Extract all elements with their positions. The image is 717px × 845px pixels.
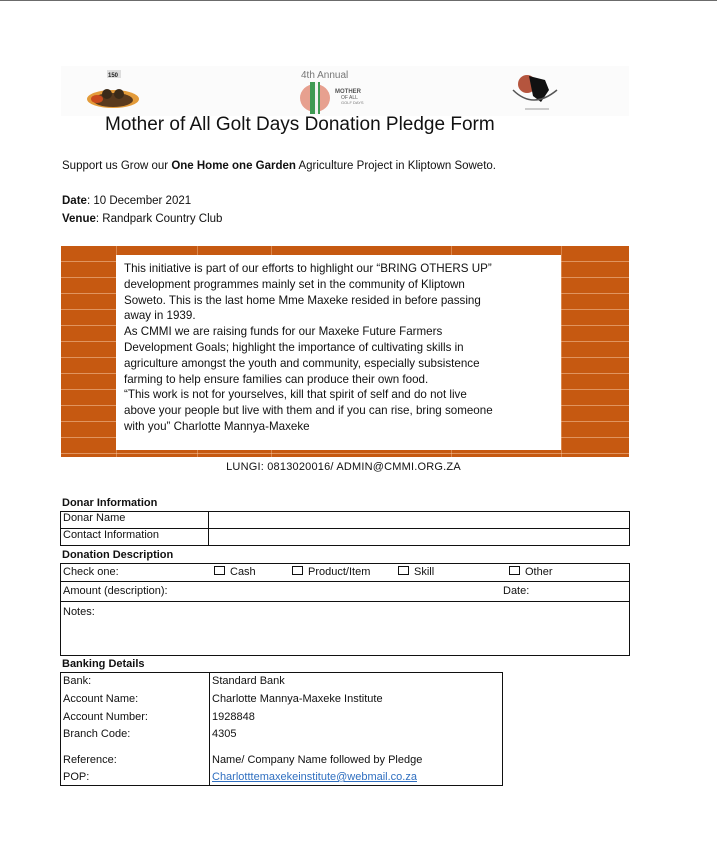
account-name-label: Account Name: <box>63 693 139 705</box>
logo-caption: 4th Annual <box>301 70 349 81</box>
pop-email-link[interactable]: Charlotttemaxekeinstitute@webmail.co.za <box>212 771 417 783</box>
mother-of-all-golf-days-logo <box>297 66 377 116</box>
initiative-banner <box>61 246 629 457</box>
donor-name-field[interactable] <box>209 512 630 529</box>
event-date <box>62 195 191 207</box>
logo-banner <box>61 66 629 116</box>
donor-section-label: Donar Information <box>62 497 158 509</box>
quote-line: Development Goals; highlight the importance of cultivating skills in <box>124 340 464 354</box>
contact-info-label: Contact Information <box>61 529 209 546</box>
checkbox-product[interactable] <box>292 566 303 575</box>
branch-code-value: 4305 <box>212 728 237 740</box>
quote-line: farming to help ensure families can produce their own food. <box>124 372 429 386</box>
intro-bold: One Home one Garden <box>171 160 296 172</box>
date-value: : 10 December 2021 <box>86 195 192 207</box>
option-cash[interactable] <box>214 566 256 578</box>
cmmi-logo <box>505 66 565 116</box>
checkbox-cash[interactable] <box>214 566 225 575</box>
banking-section-label: Banking Details <box>62 658 145 670</box>
option-product-label: Product/Item <box>308 566 371 578</box>
quote-line: Soweto. This is the last home Mme Maxeke resided in before passing <box>124 293 481 307</box>
contact-info <box>0 461 717 473</box>
donation-section-label: Donation Description <box>62 549 174 561</box>
checkbox-other[interactable] <box>509 566 520 575</box>
svg-text:GOLF DAYS: GOLF DAYS <box>341 100 364 105</box>
intro-prefix: Support us Grow our <box>62 160 172 172</box>
table-row <box>61 512 630 529</box>
amount-row[interactable] <box>60 581 630 602</box>
reference-label: Reference: <box>63 754 117 766</box>
quote-line: development programmes mainly set in the community of Kliptown <box>124 277 465 291</box>
quote-line: “This work is not for yourselves, kill that spirit of self and do not live <box>124 388 467 402</box>
table-row <box>61 529 630 546</box>
svg-text:OF ALL: OF ALL <box>341 95 358 101</box>
date-field-label: Date: <box>503 585 530 597</box>
page-top-border <box>0 0 717 1</box>
venue-label: Venue <box>62 213 96 225</box>
date-label: Date <box>62 195 87 207</box>
account-name-value: Charlotte Mannya-Maxeke Institute <box>212 693 383 705</box>
donation-type-row <box>60 563 630 582</box>
option-other[interactable] <box>509 566 553 578</box>
branch-code-label: Branch Code: <box>63 728 131 740</box>
account-number-label: Account Number: <box>63 711 148 723</box>
bank-label: Bank: <box>63 675 92 687</box>
quote-line: away in 1939. <box>124 309 196 323</box>
option-skill[interactable] <box>398 566 434 578</box>
check-one-label: Check one: <box>63 566 119 578</box>
option-cash-label: Cash <box>230 566 256 578</box>
contact-info-field[interactable] <box>209 529 630 546</box>
venue-value: : Randpark Country Club <box>95 213 223 225</box>
quote-line: with you” Charlotte Mannya-Maxeke <box>124 419 310 433</box>
initiative-text-box <box>116 255 561 450</box>
150-years-logo <box>83 66 143 116</box>
event-venue <box>62 213 222 225</box>
grid-line <box>561 246 562 457</box>
donor-name-label: Donar Name <box>61 512 209 529</box>
quote-line: above your people but live with them and if you can rise, bring someone <box>124 404 493 418</box>
intro-suffix: Agriculture Project in Kliptown Soweto. <box>295 160 496 172</box>
reference-value: Name/ Company Name followed by Pledge <box>212 754 423 766</box>
pop-label: POP: <box>63 771 90 783</box>
intro-text <box>62 160 496 172</box>
svg-text:150: 150 <box>108 73 119 79</box>
amount-label: Amount (description): <box>63 585 168 597</box>
quote-line: This initiative is part of our efforts to highlight our “BRING OTHERS UP” <box>124 262 492 275</box>
option-other-label: Other <box>525 566 553 578</box>
option-product[interactable] <box>292 566 370 578</box>
option-skill-label: Skill <box>414 566 435 578</box>
svg-text:MOTHER: MOTHER <box>335 89 361 95</box>
quote-line: agriculture amongst the youth and community, especially subsistence <box>124 356 480 370</box>
page-title: Mother of All Golt Days Donation Pledge Form <box>105 114 495 135</box>
contact-text: LUNGI: 0813020016/ ADMIN@CMMI.ORG.ZA <box>226 461 461 473</box>
account-number-value: 1928848 <box>212 711 255 723</box>
notes-field[interactable] <box>60 601 630 656</box>
column-divider <box>209 673 210 785</box>
bank-value: Standard Bank <box>212 675 285 687</box>
banking-details-table <box>60 672 503 786</box>
quote-line: As CMMI we are raising funds for our Maxeke Future Farmers <box>124 325 443 339</box>
donor-table <box>60 511 630 546</box>
notes-label: Notes: <box>63 606 95 618</box>
checkbox-skill[interactable] <box>398 566 409 575</box>
